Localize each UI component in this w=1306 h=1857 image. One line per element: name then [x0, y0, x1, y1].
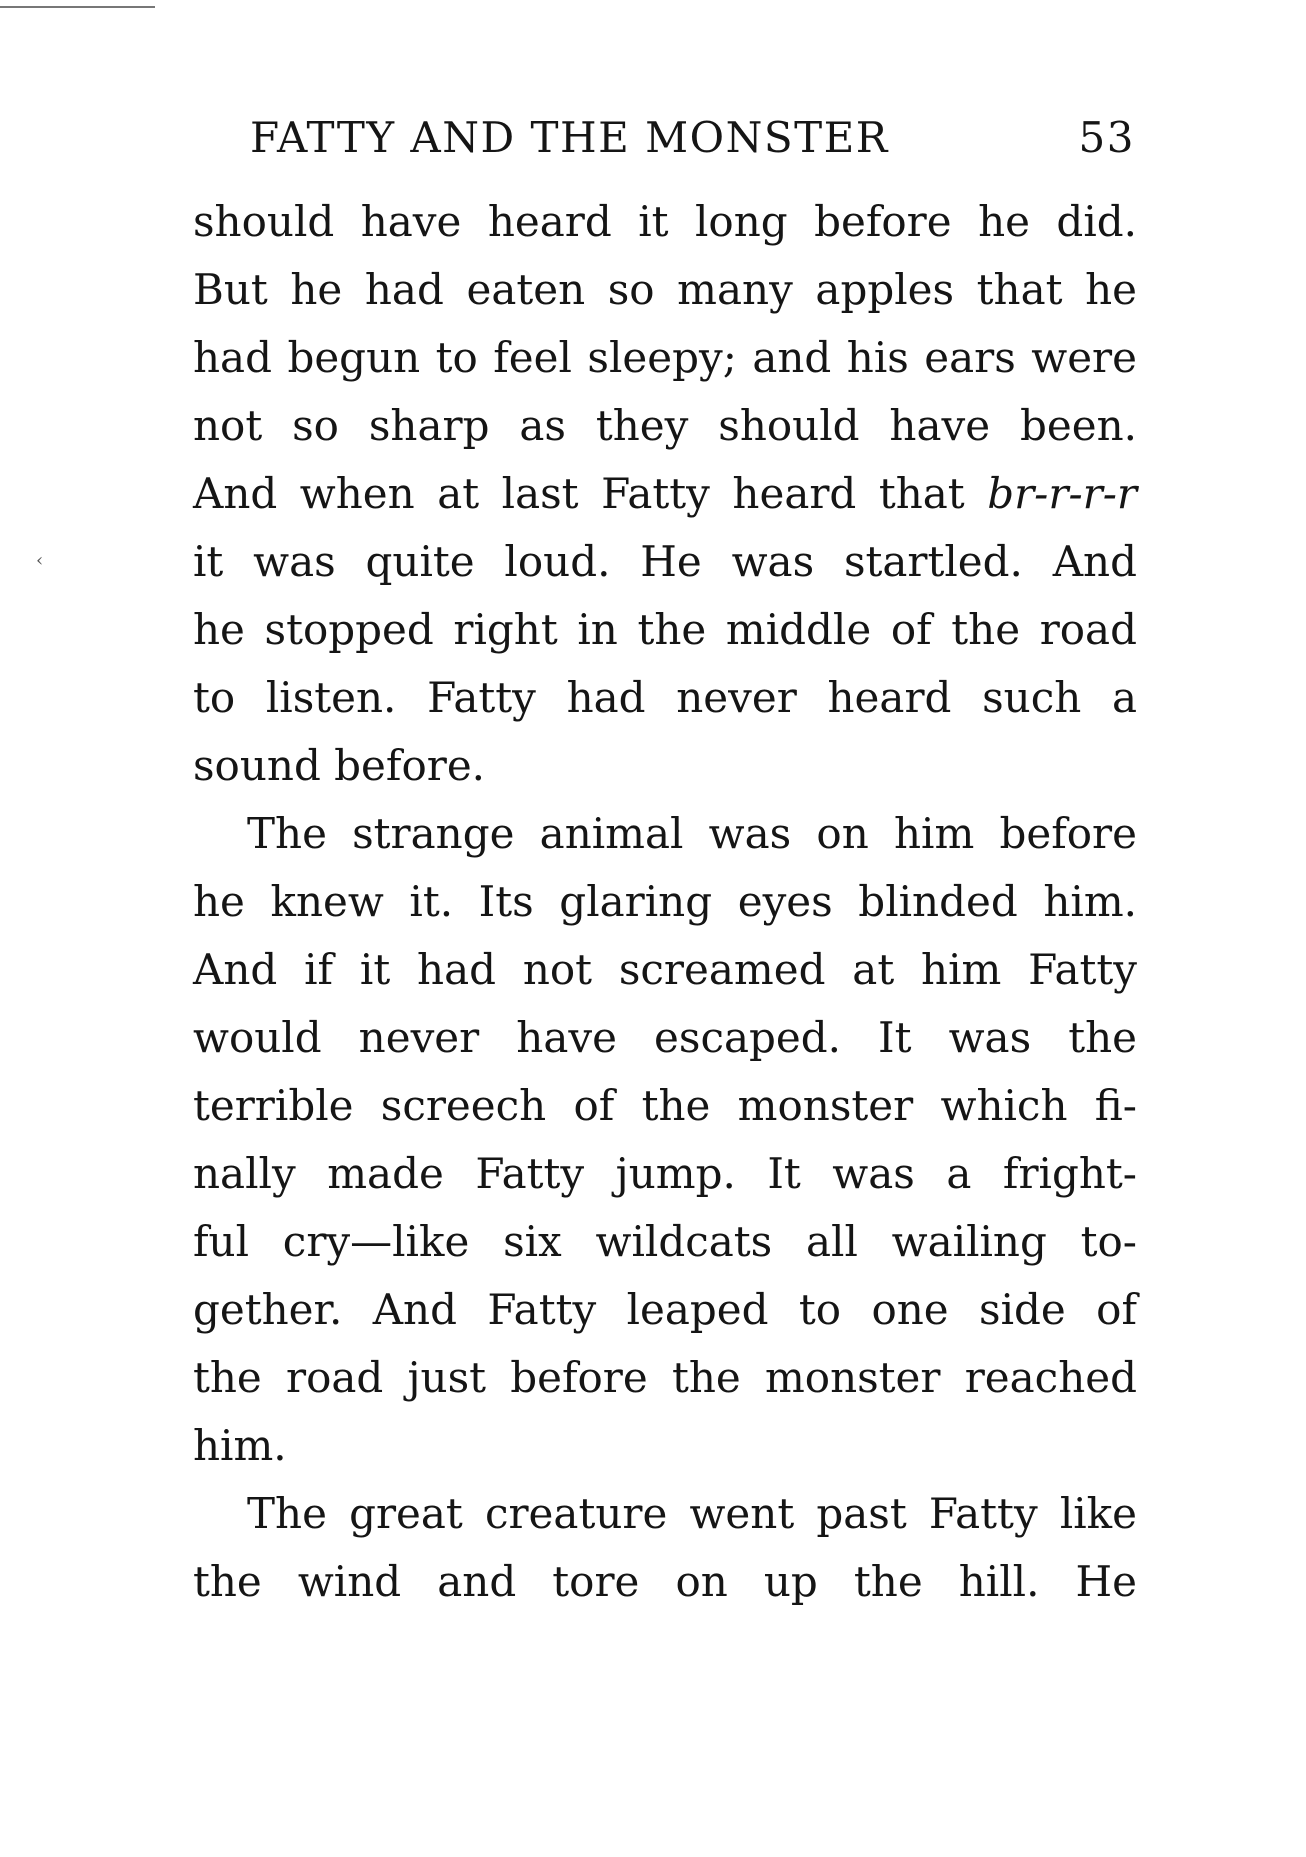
text-line: gether. And Fatty leaped to one side of	[193, 1285, 1137, 1334]
text-line: not so sharp as they should have been.	[193, 401, 1137, 450]
running-header	[250, 108, 1135, 168]
text-line: The great creature went past Fatty like	[247, 1489, 1137, 1538]
text-line: the wind and tore on up the hill. He	[193, 1557, 1137, 1606]
text-line: he knew it. Its glaring eyes blinded him.	[193, 877, 1137, 926]
top-edge-rule	[0, 6, 155, 8]
paragraph-3	[193, 1480, 1137, 1616]
paragraph-2	[193, 800, 1137, 1480]
text-line-with-italic: And when at last Fatty heard that br-r-r-r	[193, 469, 1137, 518]
text-line: nally made Fatty jump. It was a fright-	[193, 1149, 1137, 1198]
text-line: The strange animal was on him before	[247, 809, 1137, 858]
text-line: he stopped right in the middle of the road	[193, 605, 1137, 654]
text-line: But he had eaten so many apples that he	[193, 265, 1137, 314]
text-line: ful cry—like six wildcats all wailing to-	[193, 1217, 1137, 1266]
page-number: 53	[1078, 113, 1135, 162]
stray-margin-mark: ‹	[36, 550, 44, 571]
text-line: him.	[193, 1421, 287, 1470]
text-line: should have heard it long before he did.	[193, 197, 1137, 246]
running-title: FATTY AND THE MONSTER	[250, 113, 889, 162]
text-line: had begun to feel sleepy; and his ears were	[193, 333, 1137, 382]
text-line: to listen. Fatty had never heard such a	[193, 673, 1137, 722]
text-line: would never have escaped. It was the	[193, 1013, 1137, 1062]
paragraph-1	[193, 188, 1137, 800]
text-line: terrible screech of the monster which fi-	[193, 1081, 1137, 1130]
italic-sound-word: br-r-r-r	[987, 469, 1137, 518]
text-line: it was quite loud. He was startled. And	[193, 537, 1137, 586]
text-line: the road just before the monster reached	[193, 1353, 1137, 1402]
text-line: And if it had not screamed at him Fatty	[193, 945, 1137, 994]
text-line: sound before.	[193, 741, 486, 790]
